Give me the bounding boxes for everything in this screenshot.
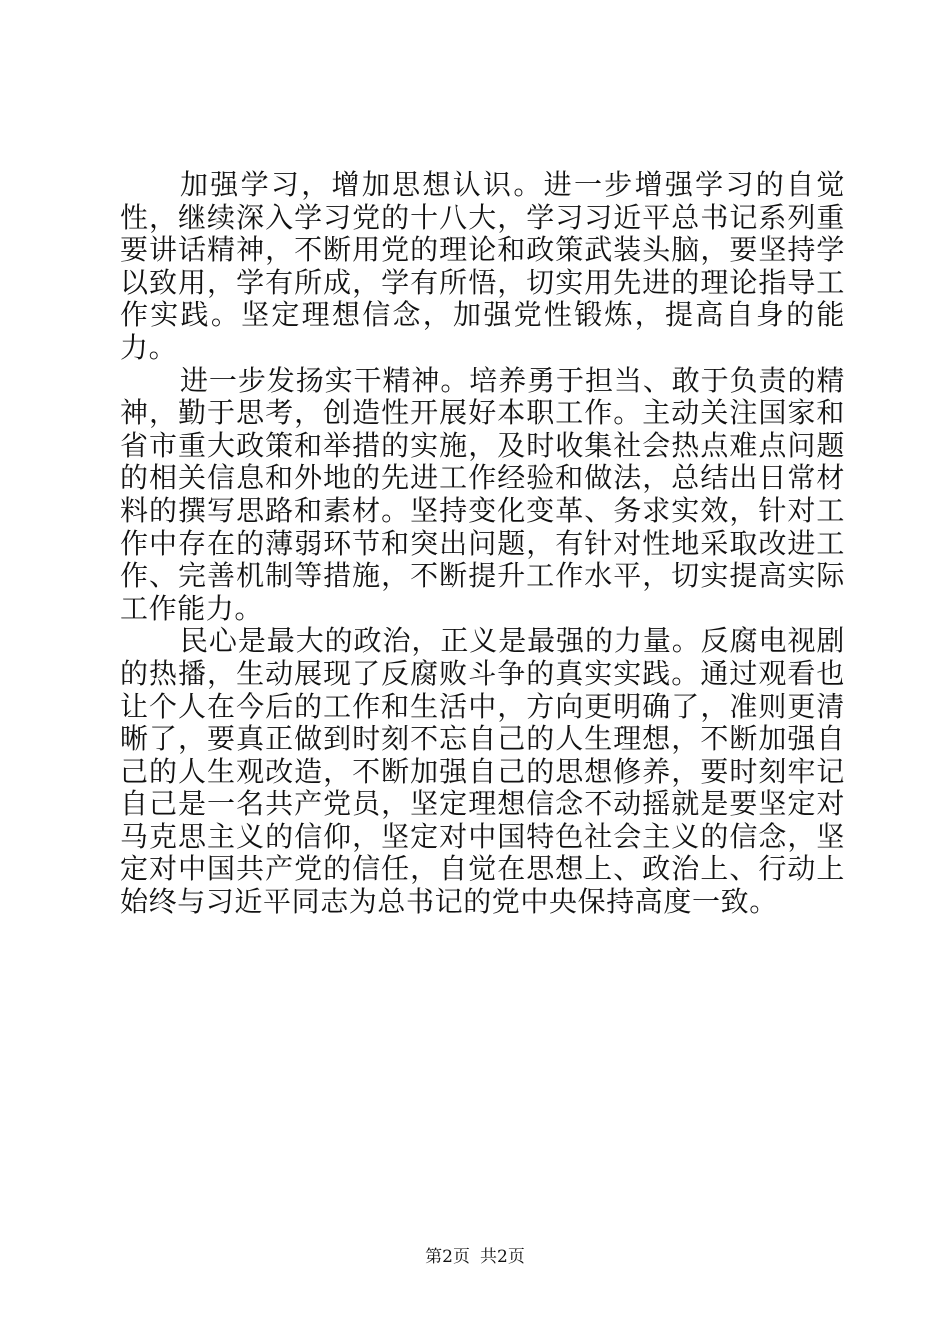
- document-body: [120, 169, 845, 919]
- page-footer: [0, 1247, 950, 1267]
- paragraph-study: 加强学习，增加思想认识。进一步增强学习的自觉性，继续深入学习党的十八大，学习习近平总书记系列重要讲话精神，不断用党的理论和政策武装头脑，要坚持学以致用，学有所成，学有所悟，切实用先进的理论指导工作实践。坚定理想信念，加强党性锻炼，提高自身的能力。: [120, 168, 845, 364]
- page-total: 共2页: [480, 1247, 525, 1267]
- page-number: 第2页: [425, 1247, 470, 1267]
- paragraph-people: 民心是最大的政治，正义是最强的力量。反腐电视剧的热播，生动展现了反腐败斗争的真实实践。通过观看也让个人在今后的工作和生活中，方向更明确了，准则更清晰了，要真正做到时刻不忘自己的人生理想，不断加强自己的人生观改造，不断加强自己的思想修养，要时刻牢记自己是一名共产党员，坚定理想信念不动摇就是要坚定对马克思主义的信仰，坚定对中国特色社会主义的信念，坚定对中国共产党的信任，自觉在思想上、政治上、行动上始终与习近平同志为总书记的党中央保持高度一致。: [120, 624, 845, 919]
- paragraph-practice: 进一步发扬实干精神。培养勇于担当、敢于负责的精神，勤于思考，创造性开展好本职工作。主动关注国家和省市重大政策和举措的实施，及时收集社会热点难点问题的相关信息和外地的先进工作经验和做法，总结出日常材料的撰写思路和素材。坚持变化变革、务求实效，针对工作中存在的薄弱环节和突出问题，有针对性地采取改进工作、完善机制等措施，不断提升工作水平，切实提高实际工作能力。: [120, 363, 845, 625]
